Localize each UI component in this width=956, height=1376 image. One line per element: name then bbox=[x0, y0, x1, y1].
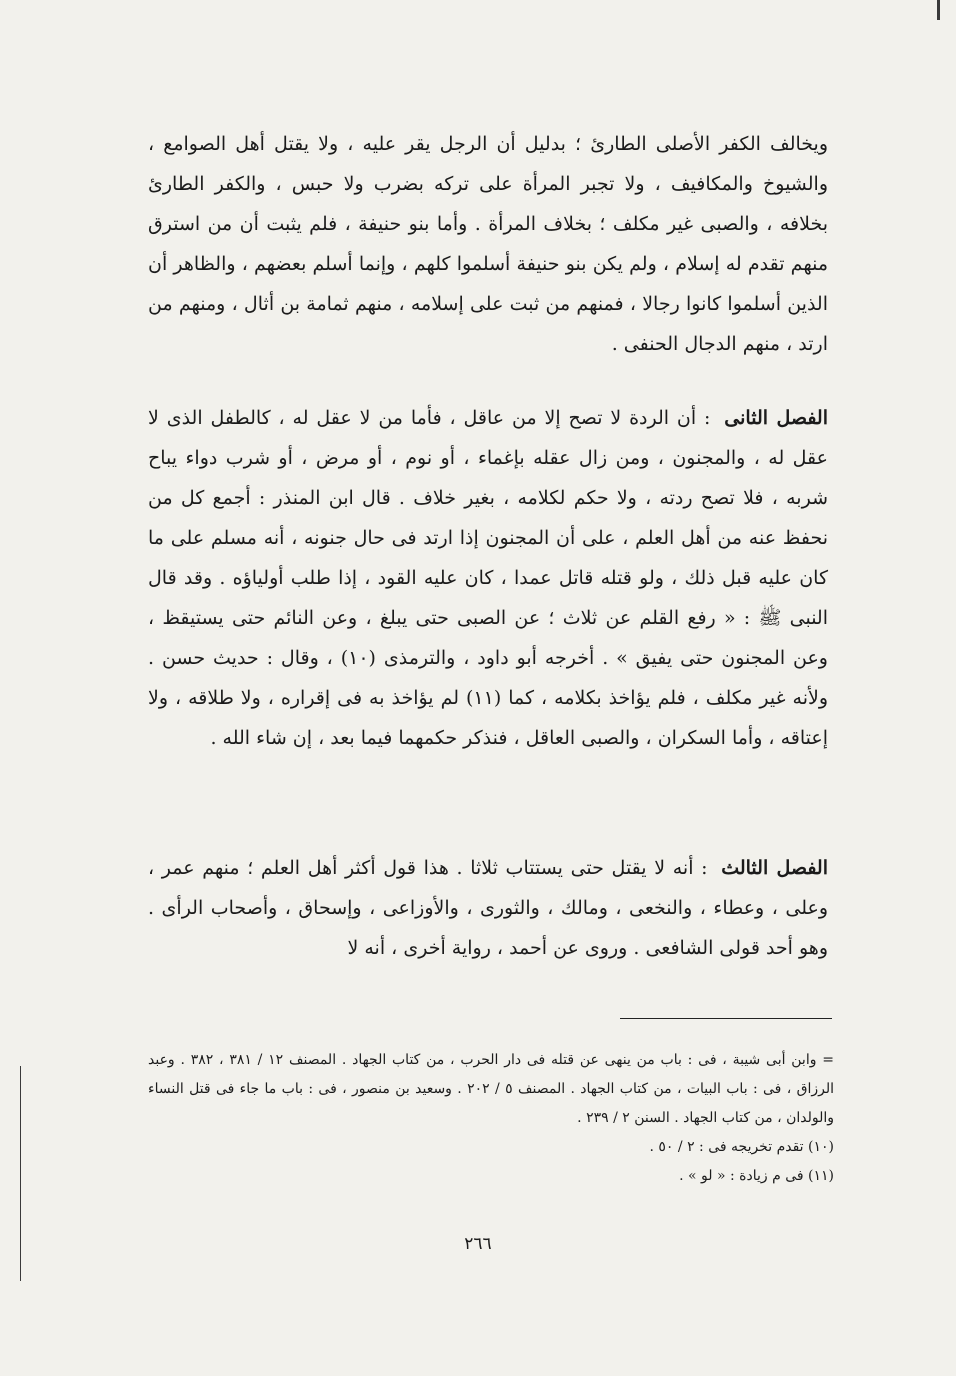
footnotes bbox=[148, 1046, 834, 1191]
body-paragraph-1: ويخالف الكفر الأصلى الطارئ ؛ بدليل أن الرجل يقر عليه ، ولا يقتل أهل الصوامع ، والشيوخ والمكافيف ، ولا تجبر المرأة على تركه بضرب ولا حبس ، والكفر الطارئ بخلافه ، والصبى غير مكلف ؛ بخلاف المرأة . وأما بنو حنيفة ، فلم يثبت أن من استرق منهم تقدم له إسلام ، ولم يكن بنو حنيفة أسلموا كلهم ، وإنما أسلم بعضهم ، والظاهر أن الذين أسلموا كانوا رجالا ، فمنهم من ثبت على إسلامه ، منهم ثمامة بن أثال ، ومنهم من ارتد ، منهم الدجال الحنفى . bbox=[148, 133, 828, 355]
page-number: ٢٦٦ bbox=[464, 1234, 492, 1254]
section-2-title: الفصل الثانى bbox=[724, 407, 828, 429]
section-3-paragraph bbox=[148, 848, 828, 968]
section-2-text: : أن الردة لا تصح إلا من عاقل ، فأما من لا عقل له ، كالطفل الذى لا عقل له ، والمجنون ، ومن زال عقله بإغماء ، أو نوم ، أو مرض ، أو شرب دواء يباح شربه ، فلا تصح ردته ، ولا حكم لكلامه ، بغير خلاف . قال ابن المنذر : أجمع كل من نحفظ عنه من أهل العلم ، على أن المجنون إذا ارتد فى حال جنونه ، أنه مسلم على ما كان عليه قبل ذلك ، ولو قتله قاتل عمدا ، كان عليه القود ، إذا طلب أولياؤه . وقد قال النبى ﷺ : « رفع القلم عن ثلاث ؛ عن الصبى حتى يبلغ ، وعن النائم حتى يستيقظ ، وعن المجنون حتى يفيق » . أخرجه أبو داود ، والترمذى (١٠) ، وقال : حديث حسن . ولأنه غير مكلف ، فلم يؤاخذ بكلامه ، كما (١١) لم يؤاخذ به فى إقراره ، ولا طلاقه ، ولا إعتاقه ، وأما السكران ، والصبى العاقل ، فنذكر حكمهما فيما بعد ، إن شاء الله . bbox=[148, 407, 828, 749]
footnote-11: (١١) فى م زيادة : « لو » . bbox=[679, 1168, 834, 1184]
footnote-separator bbox=[620, 1018, 832, 1019]
section-3-text: : أنه لا يقتل حتى يستتاب ثلاثا . هذا قول أكثر أهل العلم ؛ منهم عمر ، وعلى ، وعطاء ، والنخعى ، ومالك ، والثورى ، والأوزاعى ، وإسحاق ، وأصحاب الرأى . وهو أحد قولى الشافعى . وروى عن أحمد ، رواية أخرى ، أنه لا bbox=[148, 857, 828, 959]
footnote-continuation: = وابن أبى شيبة ، فى : باب من ينهى عن قتله فى دار الحرب ، من كتاب الجهاد . المصنف ١٢ / ٣٨١ ، ٣٨٢ . وعبد الرزاق ، فى : باب البيات ، من كتاب الجهاد . المصنف ٥ / ٢٠٢ . وسعيد بن منصور ، فى : باب ما جاء فى قتل النساء والولدان ، من كتاب الجهاد . السنن ٢ / ٢٣٩ . bbox=[148, 1052, 834, 1126]
section-2-paragraph bbox=[148, 398, 828, 758]
section-3-title: الفصل الثالث bbox=[721, 857, 828, 879]
scan-edge-mark bbox=[937, 0, 940, 20]
footnote-10: (١٠) تقدم تخريجه فى : ٢ / ٥٠ . bbox=[649, 1139, 834, 1155]
